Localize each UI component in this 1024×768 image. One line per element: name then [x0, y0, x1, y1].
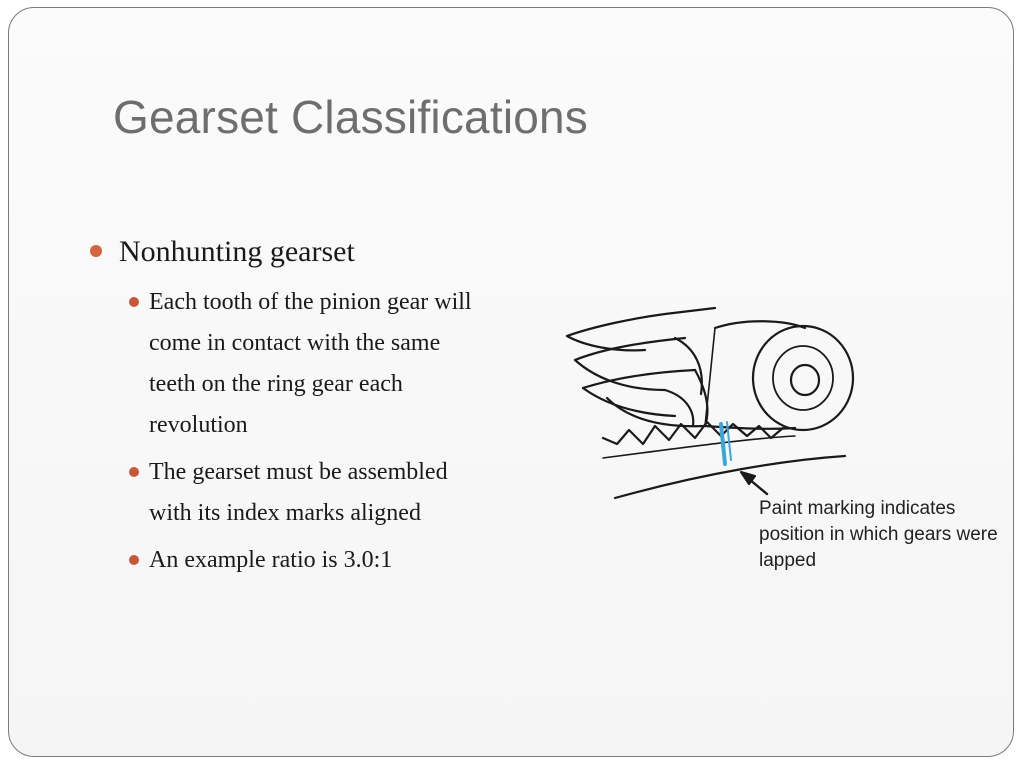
sub-bullet-item [85, 540, 505, 581]
figure-caption: Paint marking indicates position in which gears were lapped [759, 498, 998, 571]
sub-bullet-list [85, 282, 505, 581]
sub-bullet-item [85, 452, 505, 534]
sub-bullet-dot-icon [129, 297, 139, 307]
sub-bullet-text: An example ratio is 3.0:1 [149, 547, 393, 573]
sub-bullet-item [85, 282, 505, 446]
bullet-dot-icon [90, 245, 102, 257]
sub-bullet-text: The gearset must be assembled with its index marks aligned [149, 459, 448, 526]
slide [8, 7, 1014, 757]
slide-title: Gearset Classifications [113, 91, 588, 143]
bullet-text: Nonhunting gearset [119, 235, 355, 268]
sub-bullet-text: Each tooth of the pinion gear will come in contact with the same teeth on the ring gear each revolution [149, 289, 472, 438]
sub-bullet-dot-icon [129, 555, 139, 565]
sub-bullet-dot-icon [129, 467, 139, 477]
bullet-list [85, 234, 505, 587]
bullet-item-nonhunting [85, 234, 505, 270]
